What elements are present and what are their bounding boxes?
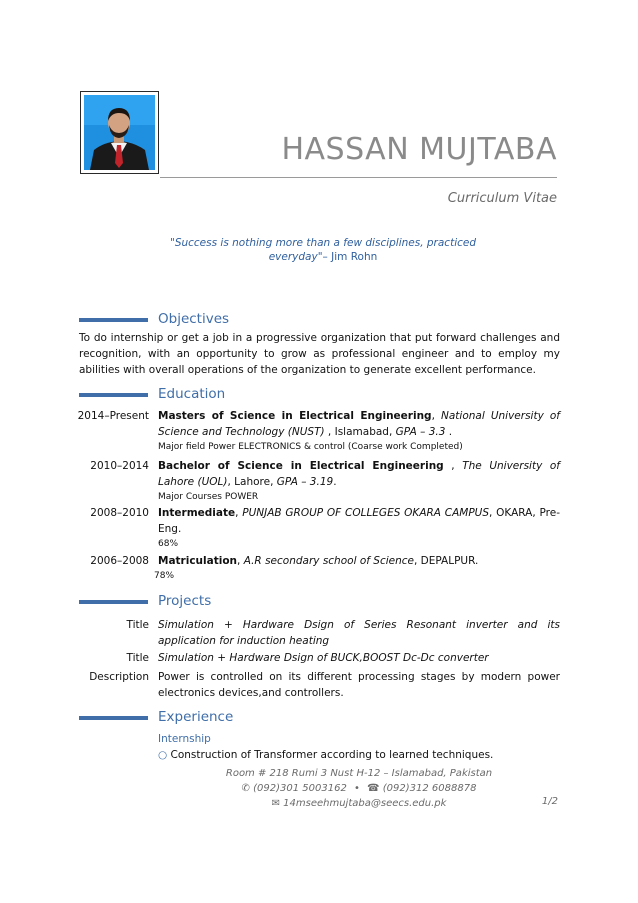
separator: , <box>431 410 441 422</box>
entry-tail: . <box>445 426 453 438</box>
degree: Matriculation <box>158 555 238 567</box>
location: , Lahore, <box>227 476 277 488</box>
education-entry <box>158 408 560 454</box>
experience-section-bar <box>79 716 148 720</box>
footer-mobile: (092)301 5003162 <box>253 783 347 794</box>
entry-tail: . <box>333 476 337 488</box>
objectives-heading: Objectives <box>158 311 230 327</box>
grade: GPA – 3.3 <box>395 426 446 438</box>
name-divider <box>160 177 557 178</box>
profile-photo <box>80 91 159 174</box>
footer-phone: (092)312 6088878 <box>382 783 477 794</box>
envelope-icon: ✉ <box>271 798 280 809</box>
telephone-icon: ☎ <box>367 783 380 794</box>
projects-heading: Projects <box>158 593 212 609</box>
footer-phones <box>160 781 558 796</box>
quote-author: – Jim Rohn <box>322 251 378 263</box>
education-date: 2010–2014 <box>90 460 149 472</box>
location: , OKARA, Pre-Eng. <box>158 507 560 535</box>
project-label: Description <box>89 671 149 683</box>
education-entry <box>158 458 560 504</box>
education-date: 2008–2010 <box>90 507 149 519</box>
separator: , <box>237 555 244 567</box>
objectives-text: To do internship or get a job in a progressive organization that put forward challenges and recognition, with an opportunity to grow as professional engineer and to employ my abilities with overall operations of the organization to generate excellent performance. <box>79 332 560 376</box>
portrait-image <box>84 95 155 170</box>
project-text: Simulation + Hardware Dsign of BUCK,BOOST Dc-Dc converter <box>158 652 489 664</box>
document-subtitle: Curriculum Vitae <box>447 191 557 206</box>
institution: National University of Science and Technology (NUST) <box>158 410 560 438</box>
location: , Islamabad, <box>324 426 396 438</box>
education-section-bar <box>79 393 148 397</box>
experience-bullet-text: Construction of Transformer according to learned techniques. <box>170 749 494 761</box>
photo-portrait <box>84 95 155 170</box>
footer-address: Room # 218 Rumi 3 Nust H-12 – Islamabad, Pakistan <box>225 768 493 779</box>
education-note: Major field Power ELECTRONICS & control (Coarse work Completed) <box>158 442 463 452</box>
institution: PUNJAB GROUP OF COLLEGES OKARA CAMPUS <box>242 507 490 519</box>
separator: , <box>443 460 463 472</box>
project-text: Simulation + Hardware Dsign of Series Resonant inverter and its application for induction heating <box>158 619 560 647</box>
institution: A.R secondary school of Science <box>243 555 414 567</box>
footer-email-line <box>160 796 558 811</box>
education-note: 78% <box>154 571 175 581</box>
grade: GPA – 3.19 <box>276 476 334 488</box>
bullet-dot-icon: • <box>354 783 360 794</box>
degree: Bachelor of Science in Electrical Engineering <box>158 460 444 472</box>
separator: , <box>235 507 243 519</box>
project-label: Title <box>126 619 149 631</box>
projects-section-bar <box>79 600 148 604</box>
project-label: Title <box>126 652 149 664</box>
education-heading: Education <box>158 386 226 402</box>
education-date: 2006–2008 <box>90 555 149 567</box>
education-entry <box>158 505 560 551</box>
person-name: HASSAN MUJTABA <box>281 132 557 167</box>
experience-heading: Experience <box>158 709 234 725</box>
experience-subheading: Internship <box>158 733 211 745</box>
degree: Masters of Science in Electrical Engineering <box>158 410 432 422</box>
degree: Intermediate <box>158 507 236 519</box>
education-note: Major Courses POWER <box>158 492 259 502</box>
bullet-circle-icon: ○ <box>158 749 168 761</box>
education-note: 68% <box>158 539 179 549</box>
page-number: 1/2 <box>541 796 558 807</box>
institution: The University of Lahore (UOL) <box>158 460 560 488</box>
location: , DEPALPUR. <box>413 555 479 567</box>
education-entry <box>158 553 560 569</box>
project-text: Power is controlled on its different processing stages by modern power electronics devices,and controllers. <box>158 671 560 699</box>
mobile-phone-icon: ✆ <box>241 783 250 794</box>
footer-email[interactable]: 14mseehmujtaba@seecs.edu.pk <box>283 798 447 809</box>
quote-text: "Success is nothing more than a few disciplines, practiced everyday" <box>169 237 477 263</box>
education-date: 2014–Present <box>77 410 149 422</box>
objectives-section-bar <box>79 318 148 322</box>
experience-bullet <box>158 749 493 761</box>
quote <box>158 236 488 264</box>
